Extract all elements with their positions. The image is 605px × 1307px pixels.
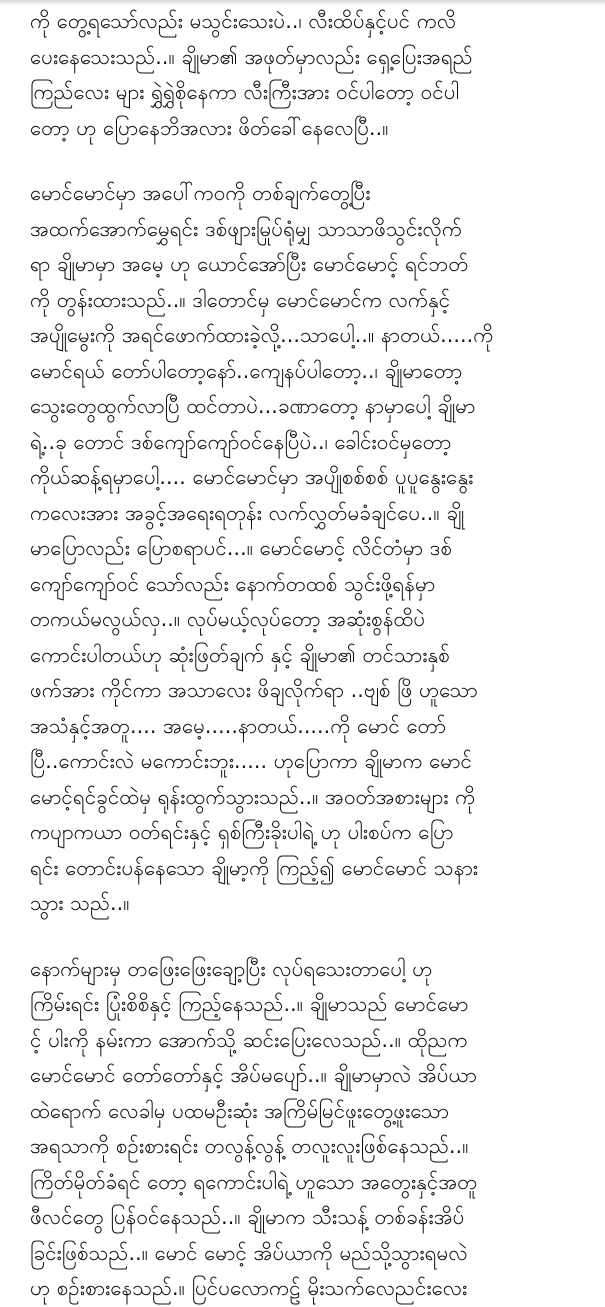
text-line: ကပျာကယာ ဝတ်ရင်းနှင့် ရှစ်ကြီးခိုးပါရဲ့ ဟု ပါးစပ်က ပြော — [30, 820, 454, 844]
text-line: မောင်မောင် တော်တော်နှင့် အိပ်မပျော်..။ ချိုမာမှာလဲ အိပ်ယာ — [30, 1063, 477, 1087]
text-line: ရာ ချိုမာမှာ အမေ့ ဟု ယောင်အော်ပြီး မောင်မောင့် ရင်ဘတ် — [30, 252, 469, 276]
text-line: ခြင်းဖြစ်သည်..။ မောင် မောင့် အိပ်ယာကို မည်သို့သွားရမလဲ — [30, 1240, 468, 1265]
text-line: ဖက်အား ကိုင်ကာ အသာလေး ဖိချလိုက်ရာ ..ဗျစ် ဖြိ ဟူသော — [30, 678, 478, 702]
text-line: နောက်များမှ တဖြေးဖြေးချော့ပြီး လုပ်ရသေးတာပေါ့ ဟု — [30, 956, 433, 981]
text-line: ထဲရောက် လေခါမှ ပထမဦးဆုံး အကြိမ်မြင်ဖူးတွေ့ဖူးသော — [30, 1098, 450, 1123]
text-line: ကောင်းပါတယ်ဟု ဆုံးဖြတ်ချက် နှင့် ချိုမာ၏ တင်သားနှစ် — [30, 642, 450, 667]
text-line: ကြိမ်းရင်း ပြုံးစိစိနှင့် ကြည့်နေသည်..။ ချိုမာသည် မောင်မော — [30, 992, 469, 1016]
text-line: ပြီ..ကောင်းလဲ မကောင်းဘူး..... ဟုပြောကာ ချိုမာက မောင် — [30, 749, 472, 773]
text-line: င့် ပါးကို နမ်းကာ အောက်သို့ ဆင်းပြေးလေသည်..။ ထိုညက — [30, 1027, 468, 1052]
text-line: ကျော်ကျော်ဝင် သော်လည်း နောက်တထစ် သွင်းဖို့ရန်မှာ — [30, 571, 436, 596]
text-line: မောင်မောင်မှာ အပေါ်ကဝကို တစ်ချက်တွေ့ပြီး — [30, 181, 371, 205]
text-line: ကြိတ်မိုတ်ခံရင် တော့ ရကောင်းပါရဲ့ ဟူသော အတွေးနှင့်အတူ — [30, 1169, 478, 1194]
text-line: ရင်း တောင်းပန်နေသော ချိုမာ့ကို ကြည့်၍ မောင်မောင် သနား — [30, 855, 479, 880]
text-line: သွား သည်..။ — [30, 891, 130, 915]
paragraph-3 — [30, 952, 579, 1307]
text-line: ကိုယ်ဆန့်ရမှာပေါ့.... မောင်မောင်မှာ အပျိုစစ်စစ် ပူပူနွေးနွေး — [30, 465, 474, 489]
text-line: မာပြောလည်း ပြောစရာပင်...။ မောင်မောင့် လိင်တံမှာ ဒစ် — [30, 536, 453, 560]
text-line: မောင့်ရင်ခွင်ထဲမှ ရုန်းထွက်သွားသည်..။ အဝတ်အစားများ ကို — [30, 784, 476, 809]
text-line: ဟု စဉ်းစားနေသည်.။ ပြင်ပလောကဠ် မိုးသက်လေညင်းလေး — [30, 1276, 468, 1300]
text-line: ကလေးအား အခွင့်အရေးရတုန်း လက်လွှတ်မခံချင်ပေ..။ ချို — [30, 500, 465, 525]
text-line: ရဲ့..ခု တောင် ဒစ်ကျော်ကျော်ဝင်နေပြီပဲ..၊ ခေါင်းဝင်မှတော့ — [30, 429, 452, 454]
paragraph-1 — [30, 4, 579, 146]
text-line: တကယ်မလွယ်လှ..။ လုပ်မယ့်လုပ်တော့ အဆုံးစွန်ထိပဲ — [30, 607, 426, 631]
text-line: ကြည်လေး များ ရွှဲရွှဲစိုနေကာ လီးကြီးအား ဝင်ပါတော့ ဝင်ပါ — [30, 80, 460, 104]
text-line: အထက်အောက်မွှေရင်း ဒစ်ဖျားမြုပ်ရုံမျှ သာသာဖိသွင်းလိုက် — [30, 216, 463, 241]
text-line: တော့ ဟု ပြောနေဘိအလား ဖိတ်ခေါ်နေလေပြီ..။ — [30, 115, 389, 140]
text-line: ကို တွန်းထားသည်..။ ဒါတောင်မှ မောင်မောင်က လက်နှင့် — [30, 287, 451, 312]
text-line: မောင်ရယ် တော်ပါတော့နော်..ကျေနပ်ပါတော့..၊ ချိုမာတော့ — [30, 358, 463, 383]
text-line: သွေးတွေထွက်လာပြီ ထင်တာပဲ...ခဏာတော့ နာမှာပေါ့ ချိုမာ — [30, 394, 476, 418]
text-line: ပေးနေသေးသည်..။ ချိုမာ၏ အဖုတ်မှာလည်း ရှေ့ပြေးအရည် — [30, 44, 473, 69]
text-line: ကို တွေ့ရသော်လည်း မသွင်းသေးပဲ..၊ လီးထိပ်နှင့်ပင် ကလိ — [30, 9, 457, 33]
text-line: အသံနှင့်အတူ.... အမေ့.....နာတယ်.....ကို မောင် တော် — [30, 713, 447, 738]
text-line: အပျိုမွေးကို အရင်ဖောက်ထားခဲ့လို့...သာပေါ့..။ နာတယ်.....ကို — [30, 323, 494, 347]
text-line: ဖီလင်တွေ ပြန်ဝင်နေသည်..။ ချိုမာက သီးသန့် တစ်ခန်းအိပ် — [30, 1205, 465, 1229]
text-line: အရသာကို စဉ်းစားရင်း တလွန့်လွန့် တလူးလူးဖြစ်နေသည်..။ — [30, 1134, 469, 1158]
paragraph-2 — [30, 176, 579, 922]
